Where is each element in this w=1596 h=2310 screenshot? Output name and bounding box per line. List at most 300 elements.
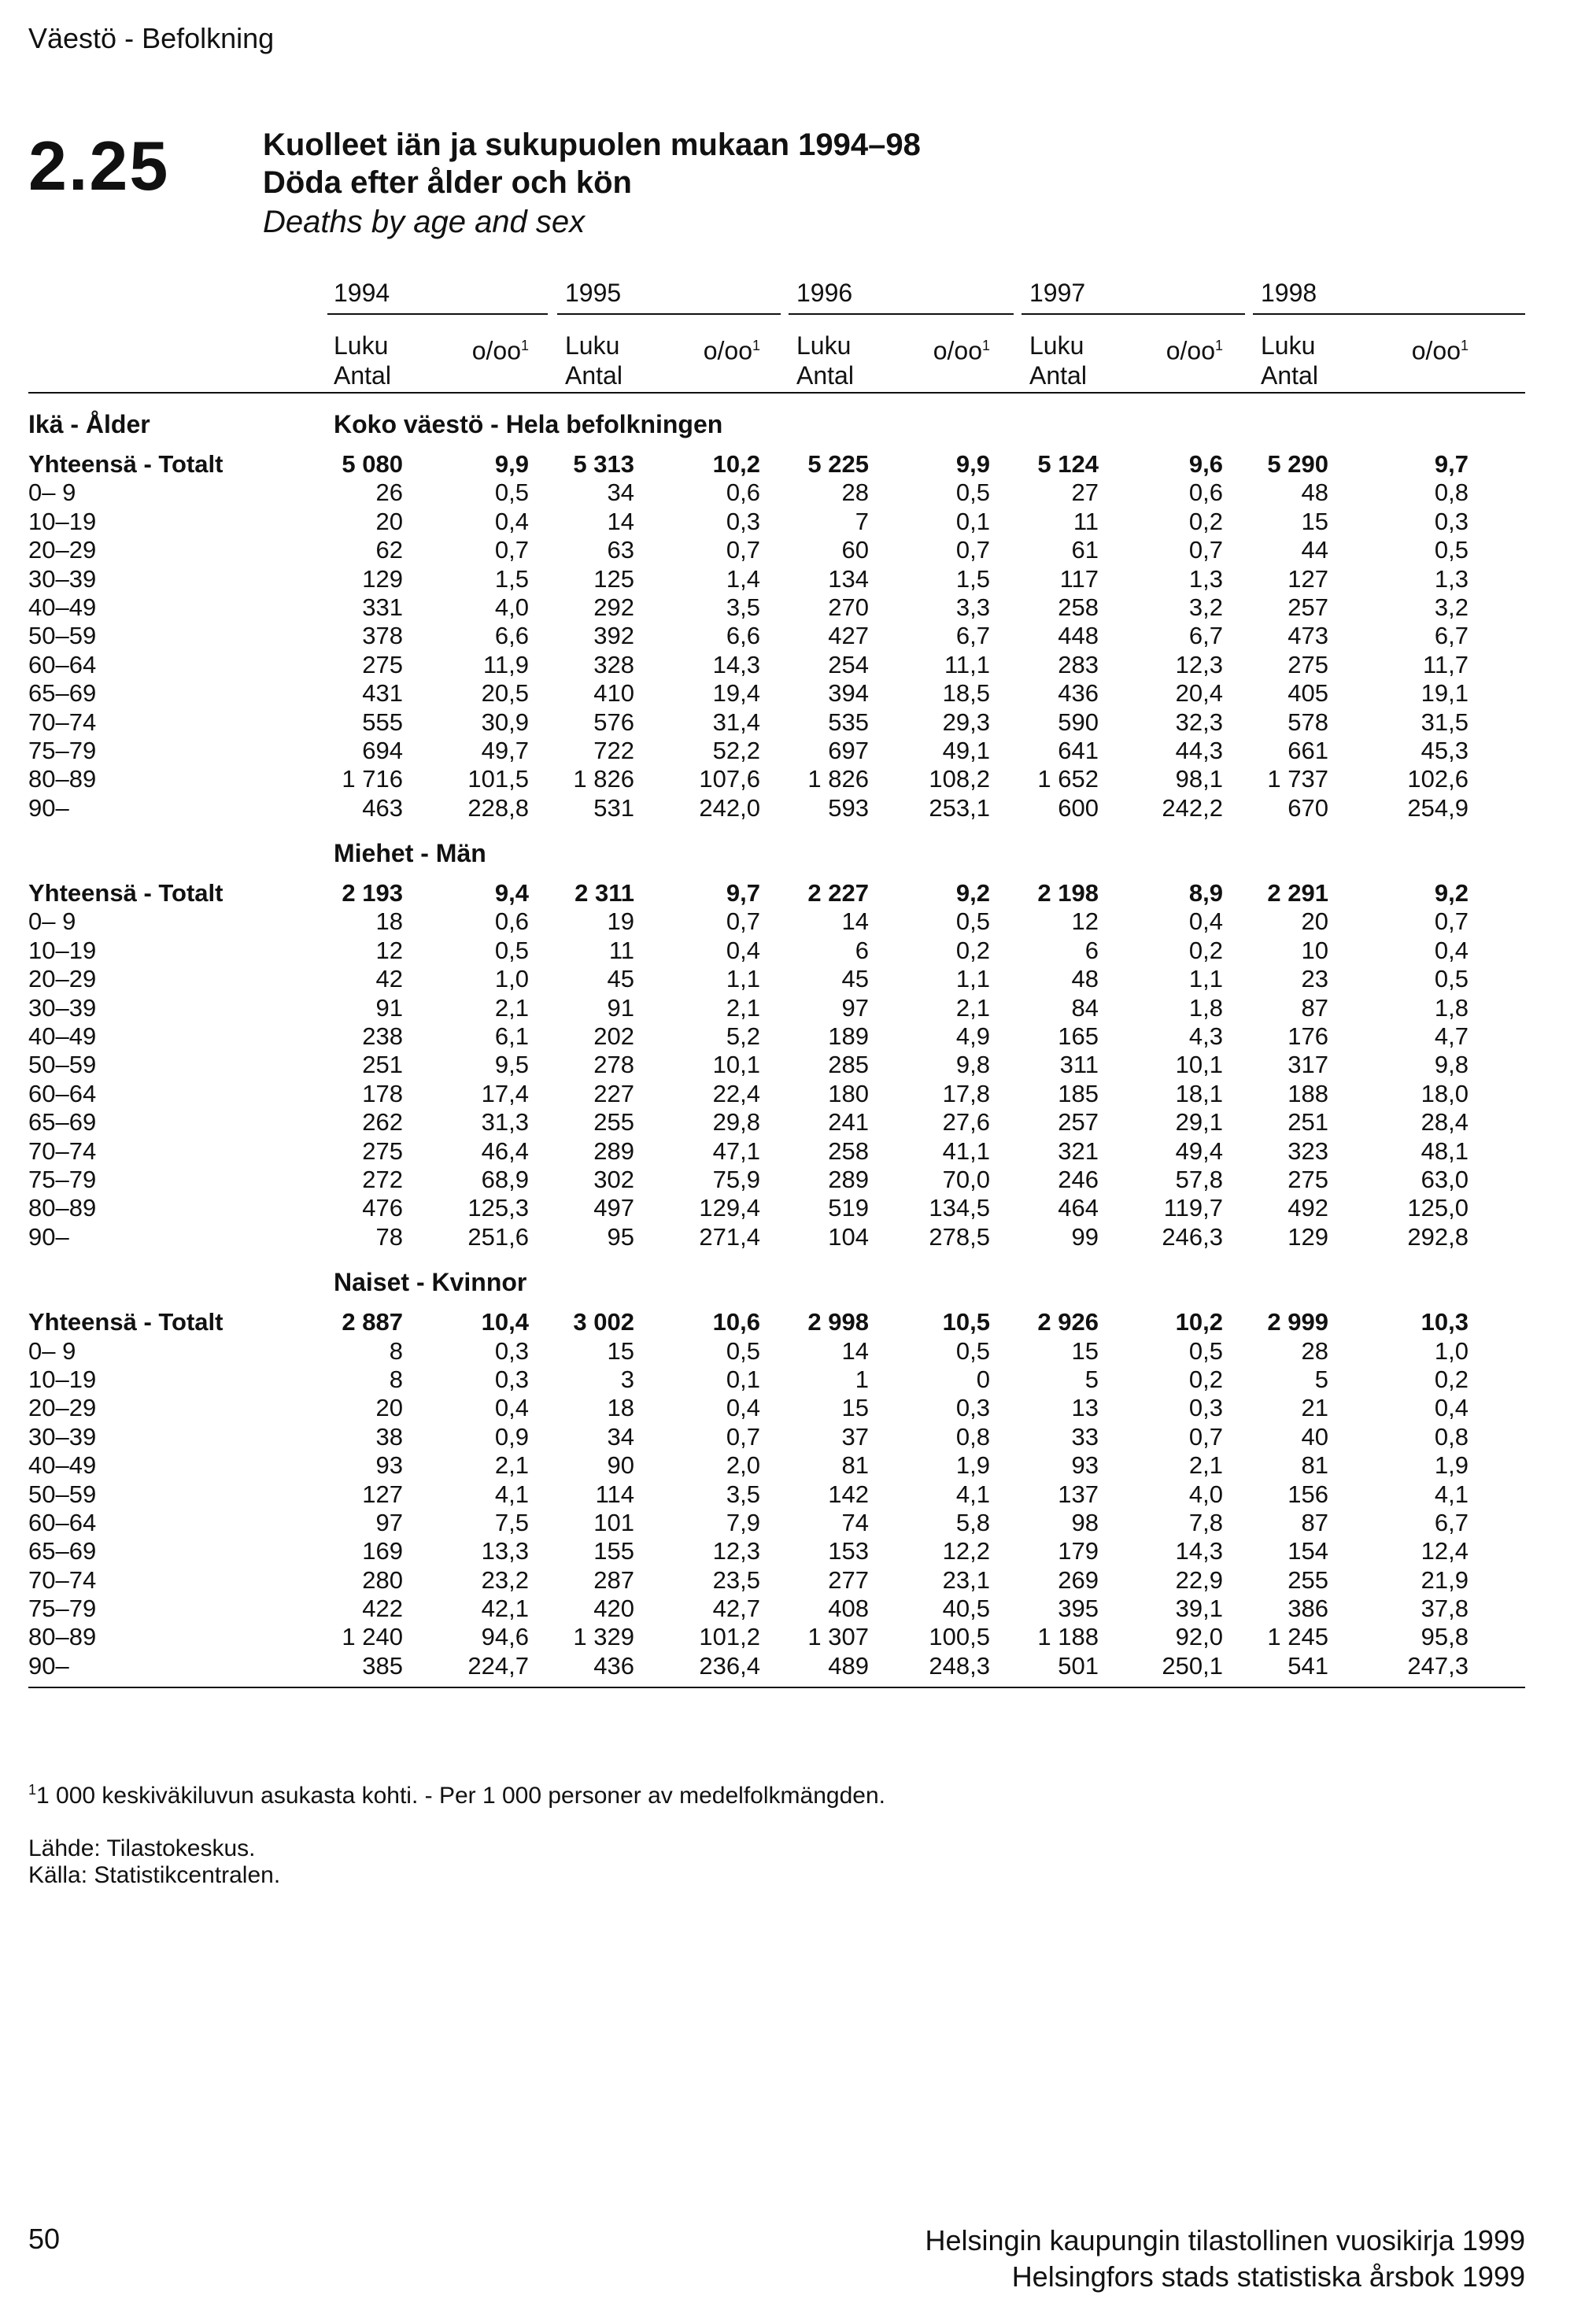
- rate-cell: 20,4: [1175, 679, 1223, 708]
- age-group-label: 65–69: [28, 1108, 97, 1137]
- count-cell: 62: [375, 536, 403, 564]
- count-cell: 2 926: [1037, 1308, 1099, 1336]
- count-cell: 18: [607, 1394, 634, 1422]
- count-cell: 18: [375, 907, 403, 936]
- rate-cell: 31,5: [1421, 708, 1469, 736]
- table-row: [28, 593, 1525, 622]
- count-cell: 278: [593, 1051, 634, 1079]
- rate-cell: 0,5: [1434, 536, 1469, 564]
- rate-cell: 242,0: [699, 793, 760, 822]
- age-group-label: 70–74: [28, 708, 97, 736]
- count-cell: 395: [1058, 1595, 1099, 1623]
- age-group-label: 0– 9: [28, 907, 76, 936]
- count-cell: 165: [1058, 1022, 1099, 1051]
- rate-cell: 19,4: [712, 679, 760, 708]
- rate-cell: 4,1: [1434, 1480, 1469, 1508]
- count-cell: 427: [828, 622, 869, 650]
- count-cell: 5: [1314, 1365, 1328, 1393]
- rate-cell: 0,6: [1188, 479, 1223, 507]
- count-cell: 7: [855, 507, 869, 535]
- rate-cell: 4,1: [494, 1480, 529, 1508]
- count-cell: 661: [1288, 736, 1328, 764]
- count-cell: 21: [1301, 1394, 1328, 1422]
- rate-cell: 101,5: [467, 765, 529, 793]
- count-cell: 90: [607, 1451, 634, 1480]
- count-cell: 600: [1058, 793, 1099, 822]
- table-row: [28, 1623, 1525, 1651]
- count-cell: 280: [362, 1565, 403, 1594]
- rate-cell: 17,8: [942, 1079, 990, 1107]
- table-titles: [263, 126, 921, 242]
- age-group-label: 0– 9: [28, 479, 76, 507]
- count-cell: 448: [1058, 622, 1099, 650]
- count-cell: 142: [828, 1480, 869, 1508]
- rate-cell: 4,3: [1188, 1022, 1223, 1051]
- count-cell: 8: [389, 1365, 403, 1393]
- count-cell: 405: [1288, 679, 1328, 708]
- count-cell: 1 329: [573, 1623, 634, 1651]
- year-underline: [1022, 313, 1245, 315]
- table-row: [28, 565, 1525, 593]
- table-row: [28, 1080, 1525, 1108]
- count-cell: 258: [828, 1137, 869, 1165]
- count-cell: 81: [1301, 1451, 1328, 1480]
- rate-cell: 1,3: [1434, 564, 1469, 593]
- age-group-label: 20–29: [28, 965, 97, 993]
- age-group-label: 40–49: [28, 1451, 97, 1480]
- age-group-label: Yhteensä - Totalt: [28, 879, 224, 907]
- antal-label: Antal: [334, 361, 391, 390]
- count-cell: 275: [1288, 650, 1328, 678]
- rate-cell: 5,2: [726, 1022, 760, 1051]
- count-cell: 127: [1288, 564, 1328, 593]
- rate-cell: 5,8: [955, 1508, 990, 1536]
- table-row: [28, 1223, 1525, 1251]
- rate-cell: 4,9: [955, 1022, 990, 1051]
- table-row: [28, 1194, 1525, 1222]
- table-row: [28, 536, 1525, 564]
- rate-cell: 254,9: [1407, 793, 1469, 822]
- count-cell: 269: [1058, 1565, 1099, 1594]
- table-row: [28, 1451, 1525, 1480]
- age-group-label: 20–29: [28, 1394, 97, 1422]
- count-cell: 3 002: [573, 1308, 634, 1336]
- rate-cell: 30,9: [481, 708, 529, 736]
- age-group-label: 10–19: [28, 936, 97, 964]
- count-cell: 129: [362, 564, 403, 593]
- luku-label: Luku: [796, 331, 852, 360]
- count-cell: 519: [828, 1194, 869, 1222]
- count-cell: 463: [362, 793, 403, 822]
- rate-cell: 6,6: [726, 622, 760, 650]
- rate-cell: 0,8: [955, 1422, 990, 1451]
- rate-cell: 29,1: [1175, 1108, 1223, 1137]
- count-cell: 431: [362, 679, 403, 708]
- publication-swedish: Helsingfors stads statistiska årsbok 1999: [1011, 2260, 1525, 2293]
- rate-cell: 3,5: [726, 593, 760, 621]
- rate-cell: 49,7: [481, 736, 529, 764]
- age-group-label: 60–64: [28, 650, 97, 678]
- table-row: [28, 994, 1525, 1022]
- rate-cell: 12,3: [712, 1537, 760, 1565]
- count-cell: 697: [828, 736, 869, 764]
- count-cell: 26: [375, 479, 403, 507]
- age-group-label: 50–59: [28, 1480, 97, 1508]
- age-group-label: 30–39: [28, 993, 97, 1022]
- rate-cell: 10,4: [481, 1308, 529, 1336]
- footnote-ref: 1: [520, 338, 529, 353]
- year-underline: [1253, 313, 1525, 315]
- count-cell: 311: [1059, 1051, 1099, 1079]
- rate-cell: 224,7: [467, 1651, 529, 1680]
- rate-cell: 0,5: [726, 1336, 760, 1365]
- rate-cell: 14,3: [712, 650, 760, 678]
- count-cell: 394: [828, 679, 869, 708]
- rate-cell: 9,6: [1188, 450, 1223, 478]
- count-cell: 436: [593, 1651, 634, 1680]
- year-1998: 1998: [1261, 279, 1317, 307]
- rate-cell: 271,4: [699, 1222, 760, 1251]
- table-row: [28, 1509, 1525, 1537]
- count-cell: 81: [841, 1451, 869, 1480]
- rate-cell: 0,3: [1188, 1394, 1223, 1422]
- count-cell: 129: [1288, 1222, 1328, 1251]
- rate-cell: 0,9: [494, 1422, 529, 1451]
- section-header: [28, 822, 1525, 879]
- count-cell: 189: [828, 1022, 869, 1051]
- rate-cell: 1,1: [1188, 965, 1223, 993]
- rate-cell: 7,5: [494, 1508, 529, 1536]
- rate-cell: 0,1: [955, 507, 990, 535]
- table-row: [28, 708, 1525, 737]
- rate-cell: 11,1: [944, 650, 990, 678]
- rate-cell: 31,3: [481, 1108, 529, 1137]
- rate-cell: 6,1: [494, 1022, 529, 1051]
- rate-cell: 32,3: [1175, 708, 1223, 736]
- rate-cell: 102,6: [1407, 765, 1469, 793]
- count-cell: 134: [828, 564, 869, 593]
- count-cell: 45: [841, 965, 869, 993]
- count-cell: 473: [1288, 622, 1328, 650]
- rate-cell: 0,4: [1188, 907, 1223, 936]
- rate-cell: 0,5: [1434, 965, 1469, 993]
- rate-cell: 9,7: [726, 879, 760, 907]
- rate-cell: 0,7: [1188, 536, 1223, 564]
- count-cell: 321: [1058, 1137, 1099, 1165]
- count-cell: 15: [841, 1394, 869, 1422]
- rate-cell: 0,5: [1188, 1336, 1223, 1365]
- count-cell: 257: [1058, 1108, 1099, 1137]
- rate-cell: 2,1: [955, 993, 990, 1022]
- count-cell: 169: [362, 1537, 403, 1565]
- table-row: [28, 1394, 1525, 1422]
- rate-cell: 9,7: [1434, 450, 1469, 478]
- table-row: [28, 679, 1525, 708]
- count-cell: 15: [1301, 507, 1328, 535]
- rate-cell: 68,9: [481, 1165, 529, 1193]
- rate-cell: 0,5: [494, 479, 529, 507]
- rate-cell: 23,5: [712, 1565, 760, 1594]
- table-row: [28, 1537, 1525, 1565]
- rate-cell: 119,7: [1163, 1194, 1223, 1222]
- count-cell: 14: [841, 1336, 869, 1365]
- count-cell: 385: [362, 1651, 403, 1680]
- count-cell: 40: [1301, 1422, 1328, 1451]
- rate-cell: 2,1: [494, 993, 529, 1022]
- rate-cell: 246,3: [1162, 1222, 1223, 1251]
- count-cell: 555: [362, 708, 403, 736]
- rate-cell: 100,5: [929, 1623, 990, 1651]
- footnote-ref: 1: [1460, 338, 1469, 353]
- deaths-table: [28, 275, 1525, 1688]
- count-cell: 1 737: [1267, 765, 1328, 793]
- rate-cell: 20,5: [481, 679, 529, 708]
- rate-cell: 9,8: [1434, 1051, 1469, 1079]
- rate-cell: 11,7: [1422, 650, 1469, 678]
- count-cell: 91: [375, 993, 403, 1022]
- count-cell: 2 311: [574, 879, 634, 907]
- table-row: [28, 1022, 1525, 1051]
- count-cell: 84: [1071, 993, 1099, 1022]
- footnote-ref: 1: [752, 338, 760, 353]
- rate-cell: 63,0: [1421, 1165, 1469, 1193]
- count-cell: 91: [607, 993, 634, 1022]
- rate-cell: 3,2: [1188, 593, 1223, 621]
- count-cell: 12: [375, 936, 403, 964]
- count-cell: 328: [593, 650, 634, 678]
- count-cell: 1 652: [1037, 765, 1099, 793]
- column-subheader-row: [28, 323, 1525, 392]
- rate-cell: 0,7: [494, 536, 529, 564]
- count-cell: 48: [1071, 965, 1099, 993]
- count-cell: 13: [1071, 1394, 1099, 1422]
- rate-cell: 0,3: [494, 1365, 529, 1393]
- table-row: [28, 1337, 1525, 1366]
- count-cell: 2 887: [342, 1308, 403, 1336]
- table-number: 2.25: [28, 127, 170, 205]
- rate-cell: 107,6: [699, 765, 760, 793]
- count-cell: 593: [828, 793, 869, 822]
- table-row: [28, 622, 1525, 650]
- year-1994: 1994: [334, 279, 390, 307]
- rate-cell: 1,8: [1188, 993, 1223, 1022]
- source-finnish: Lähde: Tilastokeskus.: [28, 1835, 256, 1861]
- rate-cell: 10,1: [712, 1051, 760, 1079]
- age-group-label: 20–29: [28, 536, 97, 564]
- age-group-label: 50–59: [28, 1051, 97, 1079]
- table-row: [28, 794, 1525, 822]
- luku-antal-header: [565, 331, 623, 390]
- count-cell: 492: [1288, 1194, 1328, 1222]
- rate-cell: 0,3: [955, 1394, 990, 1422]
- rate-cell: 0,2: [1434, 1365, 1469, 1393]
- rate-cell: 0,6: [494, 907, 529, 936]
- count-cell: 531: [593, 793, 634, 822]
- age-group-label: 30–39: [28, 1422, 97, 1451]
- count-cell: 317: [1288, 1051, 1328, 1079]
- count-cell: 27: [1071, 479, 1099, 507]
- rate-header: $o/oo^1$: [933, 336, 990, 365]
- antal-label: Antal: [1029, 361, 1087, 390]
- rate-cell: 8,9: [1188, 879, 1223, 907]
- rate-cell: 1,0: [1434, 1336, 1469, 1365]
- rate-cell: 242,2: [1162, 793, 1223, 822]
- rate-cell: 0,5: [955, 1336, 990, 1365]
- rate-cell: 129,4: [699, 1194, 760, 1222]
- luku-antal-header: [1261, 331, 1318, 390]
- antal-label: Antal: [796, 361, 854, 390]
- rate-cell: 0,8: [1434, 479, 1469, 507]
- count-cell: 12: [1071, 907, 1099, 936]
- rate-cell: 9,9: [494, 450, 529, 478]
- footnote-text: 1 000 keskiväkiluvun asukasta kohti. - Per 1 000 personer av medelfolkmängden.: [36, 1783, 885, 1809]
- count-cell: 1: [855, 1365, 869, 1393]
- rate-cell: 31,4: [712, 708, 760, 736]
- table-bottom-gap: [28, 1680, 1525, 1687]
- footnote-ref: 1: [981, 338, 990, 353]
- age-group-label: 40–49: [28, 593, 97, 621]
- year-1996: 1996: [796, 279, 853, 307]
- source-swedish: Källa: Statistikcentralen.: [28, 1862, 281, 1888]
- count-cell: 227: [593, 1079, 634, 1107]
- rate-cell: 48,1: [1421, 1137, 1469, 1165]
- count-cell: 1 240: [342, 1623, 403, 1651]
- table-row: [28, 508, 1525, 536]
- count-cell: 2 291: [1267, 879, 1328, 907]
- page-number: 50: [28, 2223, 61, 2255]
- count-cell: 2 998: [807, 1308, 869, 1336]
- count-cell: 289: [828, 1165, 869, 1193]
- rate-cell: 1,0: [494, 965, 529, 993]
- age-group-label: 60–64: [28, 1079, 97, 1107]
- rate-cell: 0,2: [1188, 507, 1223, 535]
- count-cell: 185: [1058, 1079, 1099, 1107]
- rate-cell: 7,9: [726, 1508, 760, 1536]
- count-cell: 497: [593, 1194, 634, 1222]
- rate-cell: 49,1: [942, 736, 990, 764]
- count-cell: 28: [1301, 1336, 1328, 1365]
- rate-cell: 42,1: [481, 1595, 529, 1623]
- rate-cell: 1,1: [726, 965, 760, 993]
- count-cell: 2 193: [342, 879, 403, 907]
- age-group-label: 80–89: [28, 1194, 97, 1222]
- count-cell: 155: [593, 1537, 634, 1565]
- count-cell: 20: [375, 507, 403, 535]
- rate-cell: 41,1: [942, 1137, 990, 1165]
- rate-cell: 0,4: [1434, 1394, 1469, 1422]
- count-cell: 114: [595, 1480, 634, 1508]
- rate-cell: 29,8: [712, 1108, 760, 1137]
- count-cell: 33: [1071, 1422, 1099, 1451]
- count-cell: 292: [593, 593, 634, 621]
- rate-cell: 0,4: [726, 936, 760, 964]
- rate-cell: 108,2: [929, 765, 990, 793]
- section-title: Naiset - Kvinnor: [334, 1268, 527, 1297]
- rate-cell: 0,4: [494, 507, 529, 535]
- rate-cell: 28,4: [1421, 1108, 1469, 1137]
- count-cell: 541: [1288, 1651, 1328, 1680]
- count-cell: 578: [1288, 708, 1328, 736]
- count-cell: 464: [1058, 1194, 1099, 1222]
- rate-cell: 0,4: [1434, 936, 1469, 964]
- rate-cell: 10,3: [1421, 1308, 1469, 1336]
- count-cell: 323: [1288, 1137, 1328, 1165]
- table-row: [28, 937, 1525, 965]
- publication-title: [925, 2223, 1525, 2295]
- rate-cell: 57,8: [1175, 1165, 1223, 1193]
- count-cell: 436: [1058, 679, 1099, 708]
- count-cell: 501: [1058, 1651, 1099, 1680]
- count-cell: 176: [1288, 1022, 1328, 1051]
- age-group-label: 50–59: [28, 622, 97, 650]
- count-cell: 188: [1288, 1079, 1328, 1107]
- rate-cell: 101,2: [699, 1623, 760, 1651]
- rate-cell: 45,3: [1421, 736, 1469, 764]
- count-cell: 125: [593, 564, 634, 593]
- age-group-label: 60–64: [28, 1508, 97, 1536]
- count-cell: 670: [1288, 793, 1328, 822]
- table-row: [28, 1051, 1525, 1079]
- count-cell: 37: [841, 1422, 869, 1451]
- rate-cell: 0,7: [1188, 1422, 1223, 1451]
- count-cell: 5 080: [342, 450, 403, 478]
- rate-cell: 10,2: [1175, 1308, 1223, 1336]
- rate-cell: 0,6: [726, 479, 760, 507]
- count-cell: 45: [607, 965, 634, 993]
- rate-cell: 0,2: [1188, 936, 1223, 964]
- count-cell: 11: [1073, 507, 1099, 535]
- count-cell: 254: [828, 650, 869, 678]
- count-cell: 20: [375, 1394, 403, 1422]
- rate-cell: 42,7: [712, 1595, 760, 1623]
- footnote-ref: 1: [1214, 338, 1223, 353]
- count-cell: 590: [1058, 708, 1099, 736]
- count-cell: 251: [1288, 1108, 1328, 1137]
- table-row: [28, 1652, 1525, 1680]
- rate-cell: 0,7: [726, 907, 760, 936]
- year-underline: [327, 313, 548, 315]
- table-row: [28, 1366, 1525, 1394]
- count-cell: 408: [828, 1595, 869, 1623]
- rate-cell: 95,8: [1421, 1623, 1469, 1651]
- table-row: [28, 1137, 1525, 1166]
- rate-cell: 47,1: [712, 1137, 760, 1165]
- rate-cell: 44,3: [1175, 736, 1223, 764]
- rate-cell: 1,4: [726, 564, 760, 593]
- count-cell: 127: [362, 1480, 403, 1508]
- rate-cell: 2,1: [1188, 1451, 1223, 1480]
- rate-cell: 0,5: [955, 479, 990, 507]
- count-cell: 5 225: [807, 450, 869, 478]
- count-cell: 5 313: [573, 450, 634, 478]
- rate-cell: 17,4: [481, 1079, 529, 1107]
- count-cell: 104: [828, 1222, 869, 1251]
- count-cell: 255: [593, 1108, 634, 1137]
- age-group-label: 65–69: [28, 1537, 97, 1565]
- section-header: [28, 1251, 1525, 1308]
- rate-cell: 21,9: [1421, 1565, 1469, 1594]
- rate-cell: 6,7: [955, 622, 990, 650]
- count-cell: 154: [1288, 1537, 1328, 1565]
- section-title: Koko väestö - Hela befolkningen: [334, 410, 723, 438]
- age-group-label: 75–79: [28, 1595, 97, 1623]
- rate-cell: 14,3: [1175, 1537, 1223, 1565]
- table-row: [28, 1595, 1525, 1623]
- count-cell: 277: [828, 1565, 869, 1594]
- year-1997: 1997: [1029, 279, 1086, 307]
- rate-header: $o/oo^1$: [471, 336, 529, 365]
- year-underline: [789, 313, 1014, 315]
